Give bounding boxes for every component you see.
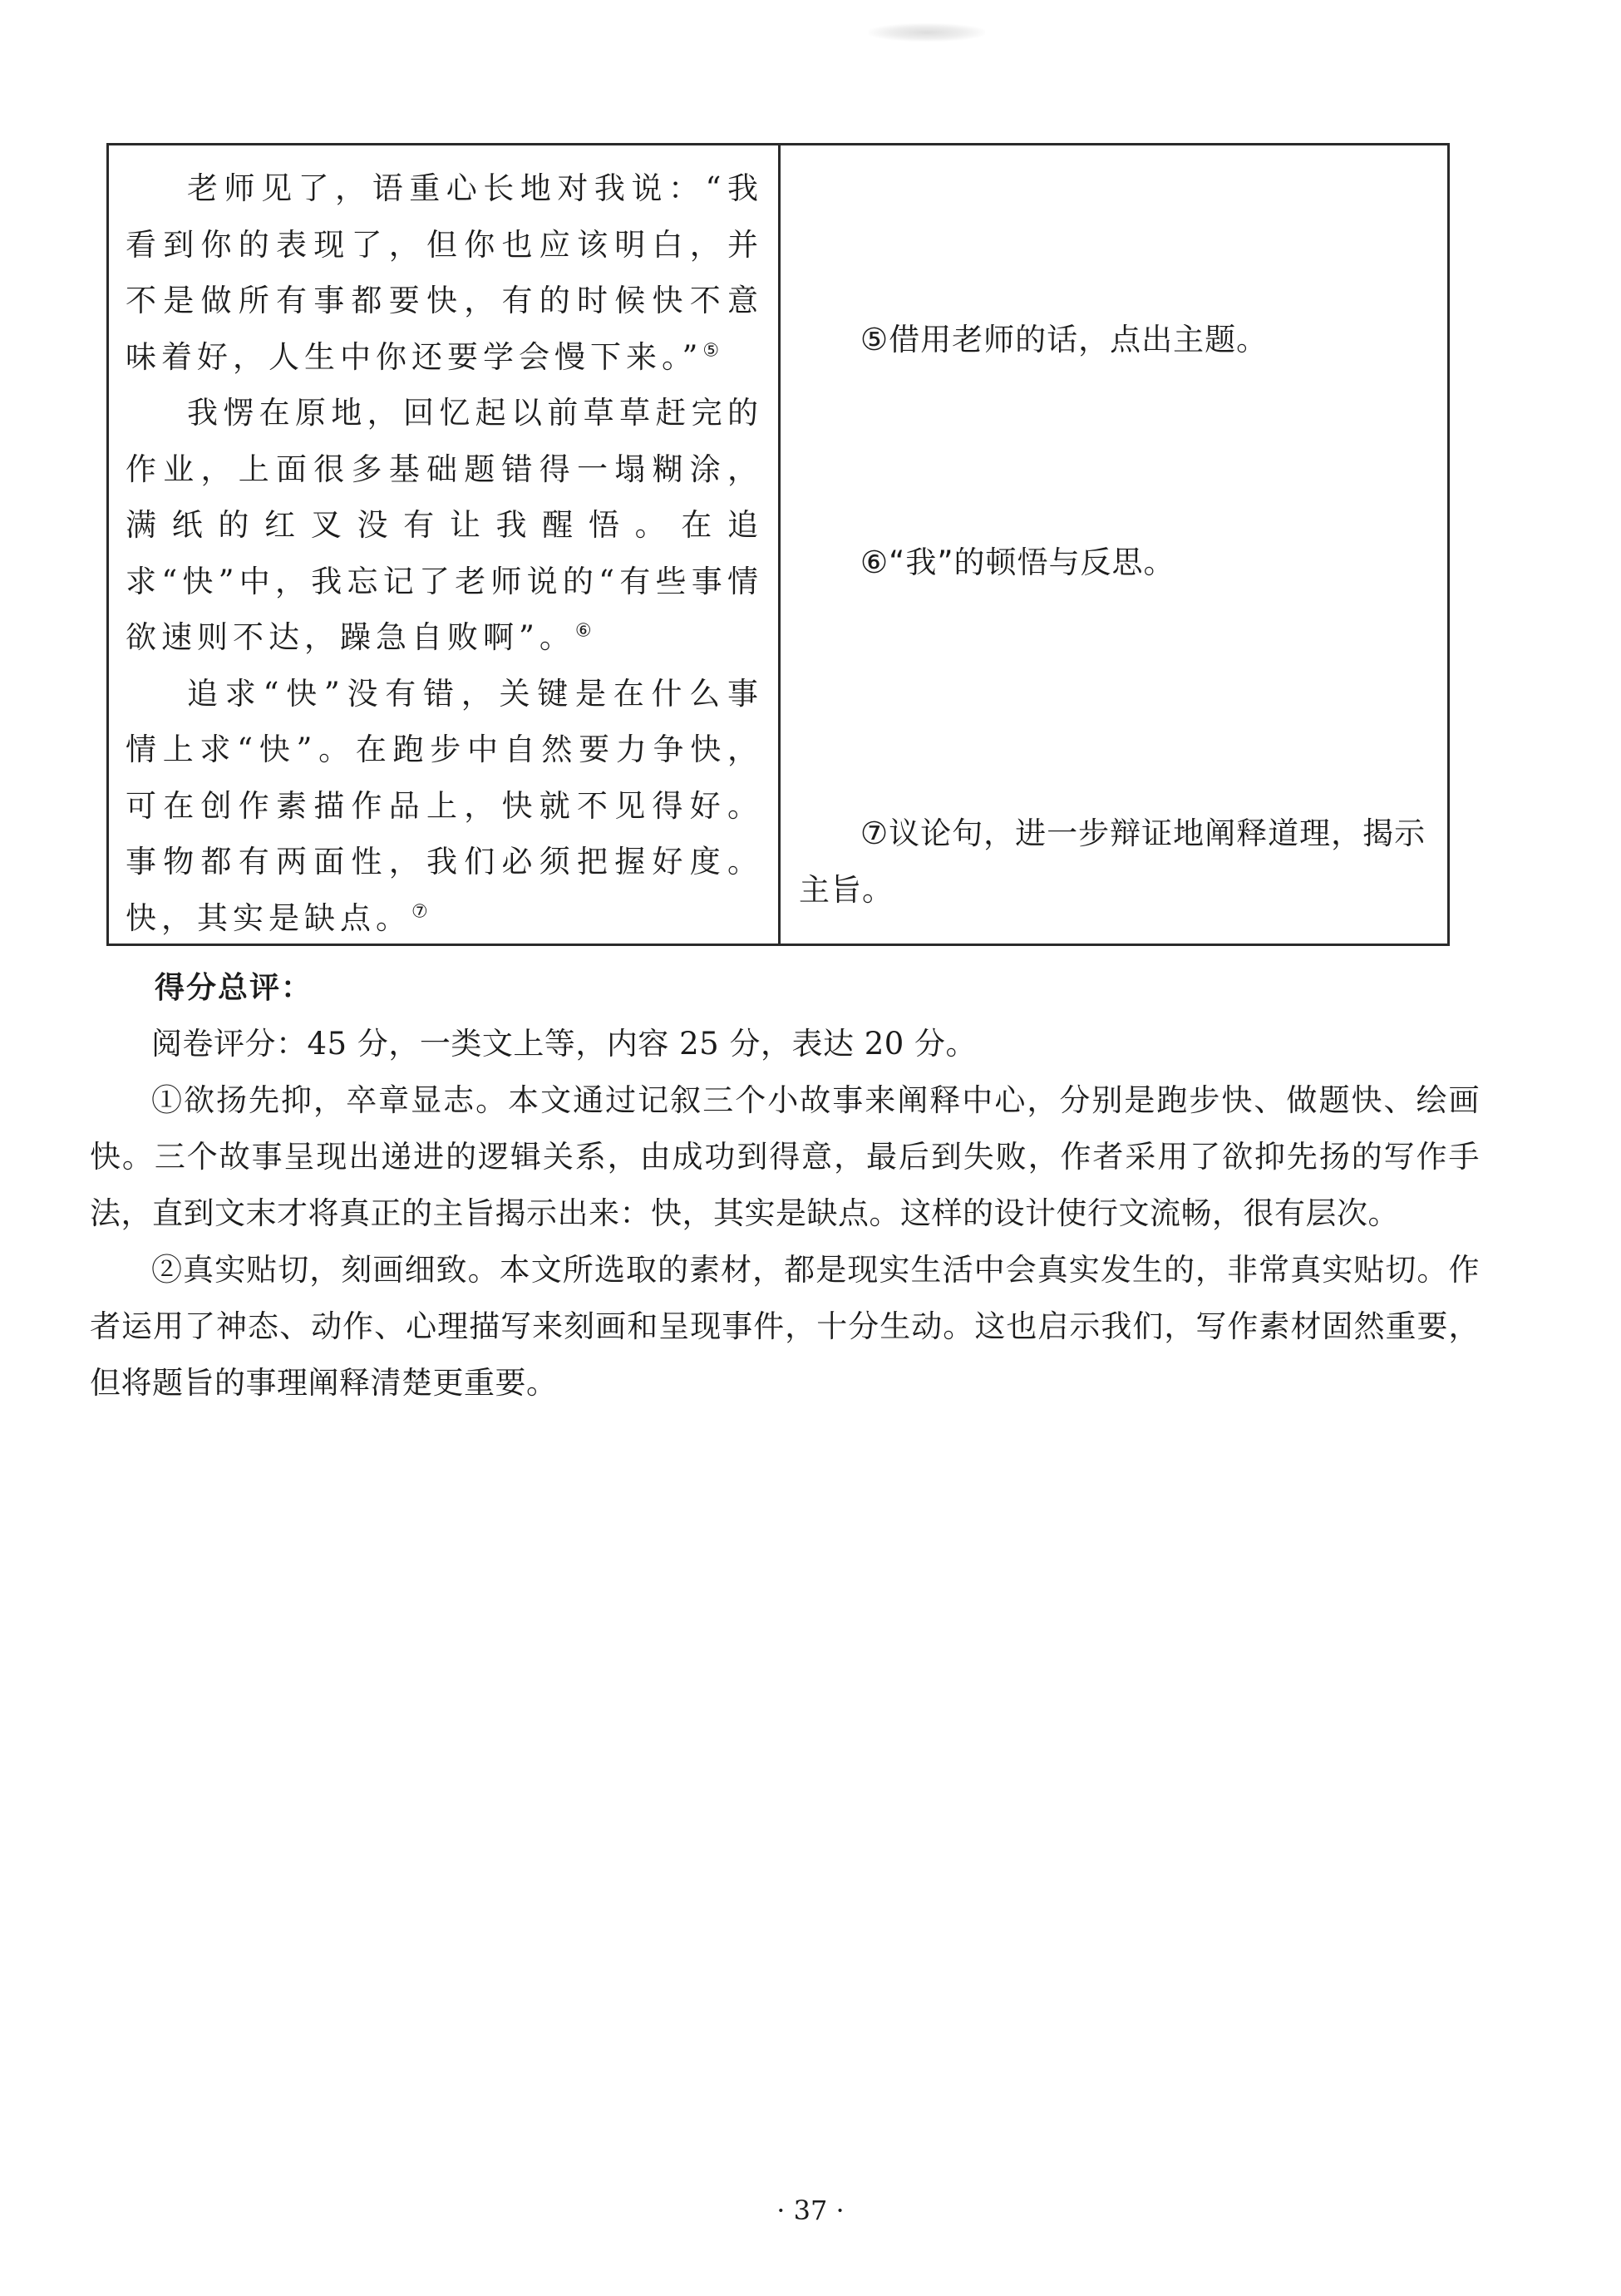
page-number: · 37 ·	[776, 2195, 845, 2226]
annotation-marker: ⑤	[702, 340, 720, 362]
essay-paragraph-2	[126, 385, 763, 666]
essay-paragraph-text: 追求“快”没有错，关键是在什么事情上求“快”。在跑步中自然要力争快，可在创作素描作品上，快就不见得好。事物都有两面性，我们必须把握好度。快，其实是缺点。	[126, 675, 763, 936]
note-7: ⑦议论句，进一步辩证地阐释道理，揭示主旨。	[799, 815, 1426, 908]
annotation-marker: ⑥	[574, 620, 592, 642]
essay-paragraph-text: 老师见了，语重心长地对我说：“我看到你的表现了，但你也应该明白，并不是做所有事都要快，有的时候快不意味着好，人生中你还要学会慢下来。”	[126, 170, 763, 375]
notes-column	[781, 145, 1447, 944]
summary-title: 得分总评：	[155, 971, 313, 1005]
summary-point-1: ①欲扬先抑，卒章显志。本文通过记叙三个小故事来阐释中心，分别是跑步快、做题快、绘画快。三个故事呈现出递进的逻辑关系，由成功到得意，最后到失败，作者采用了欲抑先扬的写作手法，直到文末才将真正的主旨揭示出来：快，其实是缺点。这样的设计使行文流畅，很有层次。	[90, 1082, 1480, 1231]
essay-paragraph-1	[126, 160, 763, 385]
summary-score-line: 阅卷评分：45 分，一类文上等，内容 25 分，表达 20 分。	[151, 1026, 978, 1062]
essay-paragraph-text: 我愣在原地，回忆起以前草草赶完的作业，上面很多基础题错得一塌糊涂，满纸的红叉没有让我醒悟。在追求“快”中，我忘记了老师说的“有些事情欲速则不达，躁急自败啊”。	[126, 395, 763, 655]
annotation-marker: ⑦	[411, 901, 428, 923]
summary-point-2: ②真实贴切，刻画细致。本文所选取的素材，都是现实生活中会真实发生的，非常真实贴切。作者运用了神态、动作、心理描写来刻画和呈现事件，十分生动。这也启示我们，写作素材固然重要，但将题旨的事理阐释清楚更重要。	[90, 1252, 1480, 1401]
note-5: ⑤借用老师的话，点出主题。	[860, 322, 1269, 357]
essay-column	[109, 145, 781, 944]
header-scan-mark	[869, 23, 985, 42]
note-6: ⑥“我”的顿悟与反思。	[860, 544, 1175, 580]
essay-paragraph-3	[126, 666, 763, 947]
essay-annotation-table	[106, 143, 1450, 946]
summary-body	[90, 1016, 1480, 1412]
